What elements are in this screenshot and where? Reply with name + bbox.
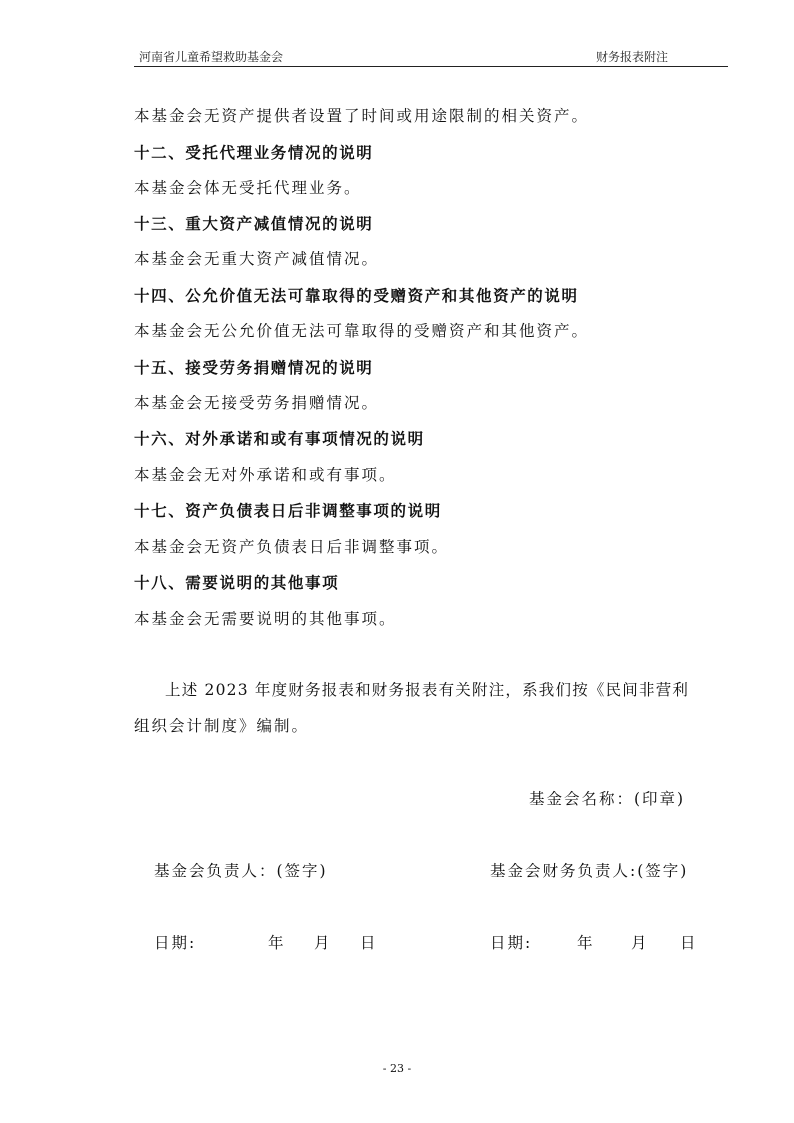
signature-leader: 基金会负责人：(签字) — [154, 862, 328, 880]
paragraph-section-12: 本基金会体无受托代理业务。 — [134, 179, 362, 197]
paragraph-restricted-assets: 本基金会无资产提供者设置了时间或用途限制的相关资产。 — [134, 107, 590, 125]
date-left-year: 年 — [268, 934, 286, 952]
date-left-label: 日期: — [154, 934, 197, 952]
heading-section-15: 十五、接受劳务捐赠情况的说明 — [134, 359, 374, 377]
page-number: - 23 - — [382, 1062, 412, 1075]
paragraph-section-13: 本基金会无重大资产减值情况。 — [134, 250, 380, 268]
signature-org-name: 基金会名称：(印章) — [529, 790, 686, 808]
date-right-day: 日 — [680, 934, 698, 952]
date-left-month: 月 — [314, 934, 332, 952]
header-org: 河南省儿童希望救助基金会 — [139, 50, 284, 64]
header-section: 财务报表附注 — [596, 50, 669, 64]
paragraph-section-15: 本基金会无接受劳务捐赠情况。 — [134, 394, 380, 412]
date-right-label: 日期: — [490, 934, 533, 952]
heading-section-16: 十六、对外承诺和或有事项情况的说明 — [134, 430, 425, 448]
paragraph-section-14: 本基金会无公允价值无法可靠取得的受赠资产和其他资产。 — [134, 322, 590, 340]
paragraph-section-16: 本基金会无对外承诺和或有事项。 — [134, 466, 397, 484]
paragraph-section-18: 本基金会无需要说明的其他事项。 — [134, 610, 397, 628]
date-right-month: 月 — [631, 934, 649, 952]
date-left-day: 日 — [360, 934, 378, 952]
heading-section-12: 十二、受托代理业务情况的说明 — [134, 144, 374, 162]
heading-section-13: 十三、重大资产减值情况的说明 — [134, 215, 374, 233]
date-right-year: 年 — [577, 934, 595, 952]
closing-statement-line-2: 组织会计制度》编制。 — [134, 717, 310, 735]
heading-section-18: 十八、需要说明的其他事项 — [134, 574, 340, 592]
heading-section-14: 十四、公允价值无法可靠取得的受赠资产和其他资产的说明 — [134, 287, 579, 305]
signature-finance-leader: 基金会财务负责人:(签字) — [490, 862, 689, 880]
paragraph-section-17: 本基金会无资产负债表日后非调整事项。 — [134, 538, 450, 556]
closing-statement-line-1: 上述 2023 年度财务报表和财务报表有关附注，系我们按《民间非营利 — [165, 681, 690, 699]
header-divider — [134, 66, 728, 67]
heading-section-17: 十七、资产负债表日后非调整事项的说明 — [134, 502, 442, 520]
